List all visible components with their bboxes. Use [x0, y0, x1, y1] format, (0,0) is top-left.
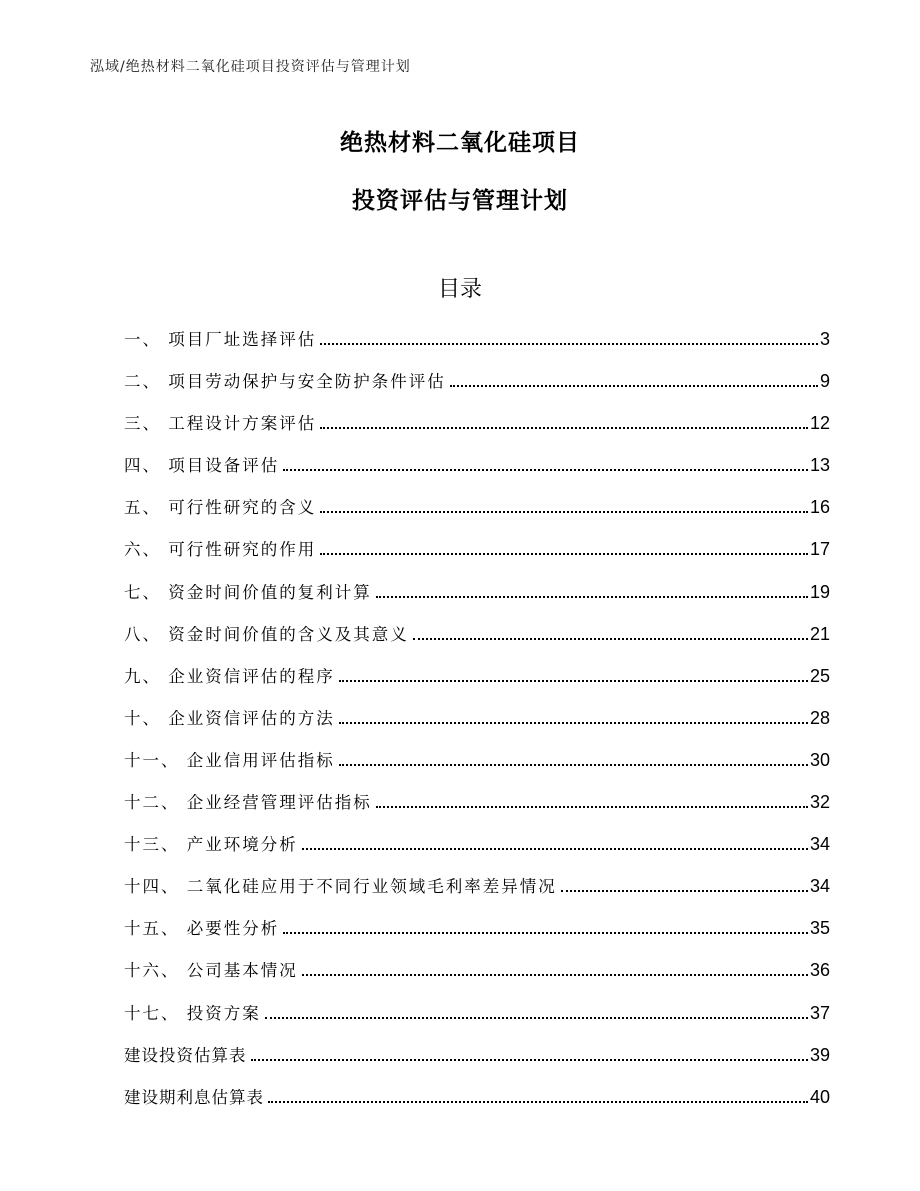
toc-entry[interactable]	[124, 326, 830, 368]
toc-entry-label: 十一、 企业信用评估指标	[124, 750, 335, 770]
toc-entry[interactable]	[124, 452, 830, 494]
toc-entry[interactable]	[124, 410, 830, 452]
toc-entry-page: 12	[809, 413, 830, 434]
toc-entry-label: 二、 项目劳动保护与安全防护条件评估	[124, 372, 446, 392]
toc-entry[interactable]	[124, 873, 830, 915]
toc-entry-label: 九、 企业资信评估的程序	[124, 666, 335, 686]
dot-leader	[283, 932, 808, 934]
dot-leader	[561, 890, 808, 892]
dot-leader	[320, 343, 818, 345]
toc-entry-label: 七、 资金时间价值的复利计算	[124, 582, 372, 602]
toc-entry-label: 十五、 必要性分析	[124, 919, 280, 939]
toc-entry[interactable]	[124, 957, 830, 999]
dot-leader	[320, 427, 808, 429]
toc-entry-page: 32	[809, 792, 830, 813]
toc-entry-label: 十四、 二氧化硅应用于不同行业领域毛利率差异情况	[124, 877, 557, 897]
toc-entry-page: 35	[809, 918, 830, 939]
dot-leader	[376, 596, 808, 598]
toc-entry[interactable]	[124, 915, 830, 957]
toc-entry-page: 34	[809, 876, 830, 897]
toc-entry-page: 39	[809, 1044, 830, 1065]
toc-entry-page: 28	[809, 707, 830, 728]
toc-entry-label: 建设期利息估算表	[124, 1087, 264, 1107]
toc-entry-label: 六、 可行性研究的作用	[124, 540, 317, 560]
dot-leader	[302, 848, 808, 850]
toc-entry[interactable]	[124, 831, 830, 873]
toc-entry-label: 十三、 产业环境分析	[124, 835, 298, 855]
toc-entry-page: 34	[809, 834, 830, 855]
toc-entry-label: 十二、 企业经营管理评估指标	[124, 793, 372, 813]
document-title-line-1: 绝热材料二氧化硅项目	[340, 130, 580, 156]
toc-entry-label: 建设投资估算表	[124, 1045, 247, 1065]
dot-leader	[302, 974, 808, 976]
toc-entry-label: 十、 企业资信评估的方法	[124, 708, 335, 728]
dot-leader	[251, 1059, 808, 1061]
dot-leader	[413, 638, 808, 640]
toc-entry-page: 13	[809, 455, 830, 476]
toc-entry-page: 40	[809, 1086, 830, 1107]
dot-leader	[268, 1101, 808, 1103]
dot-leader	[283, 469, 808, 471]
toc-entry[interactable]	[124, 663, 830, 705]
toc-entry[interactable]	[124, 1084, 830, 1126]
dot-leader	[376, 806, 808, 808]
toc-entry[interactable]	[124, 536, 830, 578]
toc-entry[interactable]	[124, 621, 830, 663]
dot-leader	[265, 1017, 808, 1019]
toc-entry-page: 17	[809, 539, 830, 560]
toc-entry-page: 19	[809, 581, 830, 602]
toc-entry[interactable]	[124, 747, 830, 789]
toc-entry-page: 16	[809, 497, 830, 518]
toc-entry-page: 30	[809, 749, 830, 770]
toc-entry[interactable]	[124, 1042, 830, 1084]
dot-leader	[320, 511, 808, 513]
toc-entry-label: 十六、 公司基本情况	[124, 961, 298, 981]
toc-entry-label: 四、 项目设备评估	[124, 456, 280, 476]
toc-entry-label: 一、 项目厂址选择评估	[124, 330, 317, 349]
toc-entry[interactable]	[124, 368, 830, 410]
toc-entry[interactable]	[124, 579, 830, 621]
table-of-contents	[124, 326, 830, 1126]
toc-entry-page: 21	[809, 623, 830, 644]
dot-leader	[339, 680, 808, 682]
toc-entry[interactable]	[124, 494, 830, 536]
dot-leader	[339, 722, 808, 724]
dot-leader	[320, 553, 808, 555]
running-header: 泓域/绝热材料二氧化硅项目投资评估与管理计划	[90, 59, 411, 75]
toc-entry[interactable]	[124, 1000, 830, 1042]
toc-entry-label: 五、 可行性研究的含义	[124, 498, 317, 518]
dot-leader	[339, 764, 808, 766]
toc-entry-label: 三、 工程设计方案评估	[124, 414, 317, 434]
toc-entry-page: 3	[819, 329, 830, 349]
toc-entry-label: 十七、 投资方案	[124, 1003, 261, 1023]
toc-entry[interactable]	[124, 705, 830, 747]
toc-entry-page: 25	[809, 665, 830, 686]
toc-entry[interactable]	[124, 789, 830, 831]
dot-leader	[450, 385, 818, 387]
toc-entry-page: 37	[809, 1002, 830, 1023]
toc-entry-page: 36	[809, 960, 830, 981]
toc-heading: 目录	[437, 277, 482, 302]
toc-entry-label: 八、 资金时间价值的含义及其意义	[124, 624, 409, 644]
toc-entry-page: 9	[819, 371, 830, 392]
document-title-line-2: 投资评估与管理计划	[352, 188, 568, 214]
